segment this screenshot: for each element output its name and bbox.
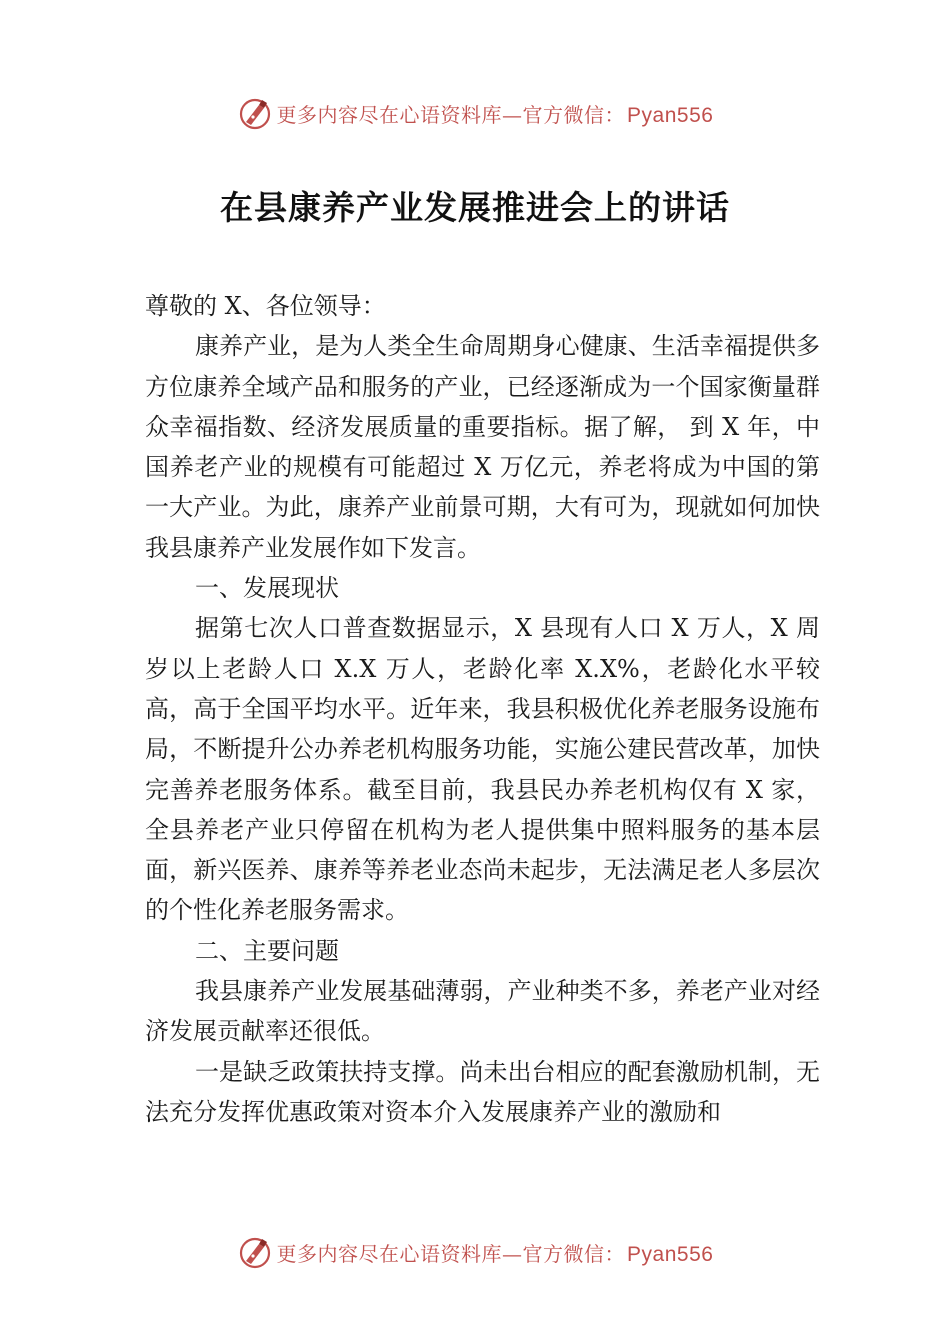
section-heading-status: 一、发展现状 bbox=[195, 574, 339, 603]
banner-text: 更多内容尽在心语资料库—官方微信：Pyan556 bbox=[276, 102, 714, 127]
salutation: 尊敬的 X、各位领导： bbox=[145, 292, 386, 320]
wechat-id: Pyan556 bbox=[627, 1242, 714, 1266]
document-body bbox=[145, 286, 820, 1132]
paragraph-problems: 我县康养产业发展基础薄弱，产业种类不多，养老产业对经济发展贡献率还很低。 bbox=[145, 977, 820, 1046]
wechat-id: Pyan556 bbox=[627, 103, 714, 127]
paragraph-status: 据第七次人口普查数据显示，X 县现有人口 X 万人，X 周岁以上老龄人口 X.X 万人，老龄化率 X.X%，老龄化水平较高，高于全国平均水平。近年来，我县积极优化养老服务设施布局，不断提升公办养老机构服务功能，实施公建民营改革，加快完善养老服务体系。截至目前，我县民办养老机构仅有 X 家，全县养老产业只停留在机构为老人提供集中照料服务的基本层面，新兴医养、康养等养老业态尚未起步，无法满足老人多层次的个性化养老服务需求。 bbox=[145, 614, 820, 925]
pen-nib-logo-icon bbox=[237, 95, 273, 131]
header-watermark-banner bbox=[0, 93, 950, 133]
banner-text: 更多内容尽在心语资料库—官方微信：Pyan556 bbox=[276, 1241, 714, 1266]
section-heading-problems: 二、主要问题 bbox=[195, 936, 339, 965]
footer-watermark-banner bbox=[0, 1232, 950, 1272]
document-title: 在县康养产业发展推进会上的讲话 bbox=[220, 188, 730, 227]
paragraph-intro: 康养产业，是为人类全生命周期身心健康、生活幸福提供多方位康养全域产品和服务的产业，已经逐渐成为一个国家衡量群众幸福指数、经济发展质量的重要指标。据了解， 到 X 年，中国养老产业的规模有可能超过 X 万亿元，养老将成为中国的第一大产业。为此，康养产业前景可期，大有可为，现就如何加快我县康养产业发展作如下发言。 bbox=[145, 332, 820, 562]
paragraph-policy: 一是缺乏政策扶持支撑。尚未出台相应的配套激励机制，无法充分发挥优惠政策对资本介入发展康养产业的激励和 bbox=[145, 1057, 820, 1126]
pen-nib-logo-icon bbox=[237, 1234, 273, 1270]
